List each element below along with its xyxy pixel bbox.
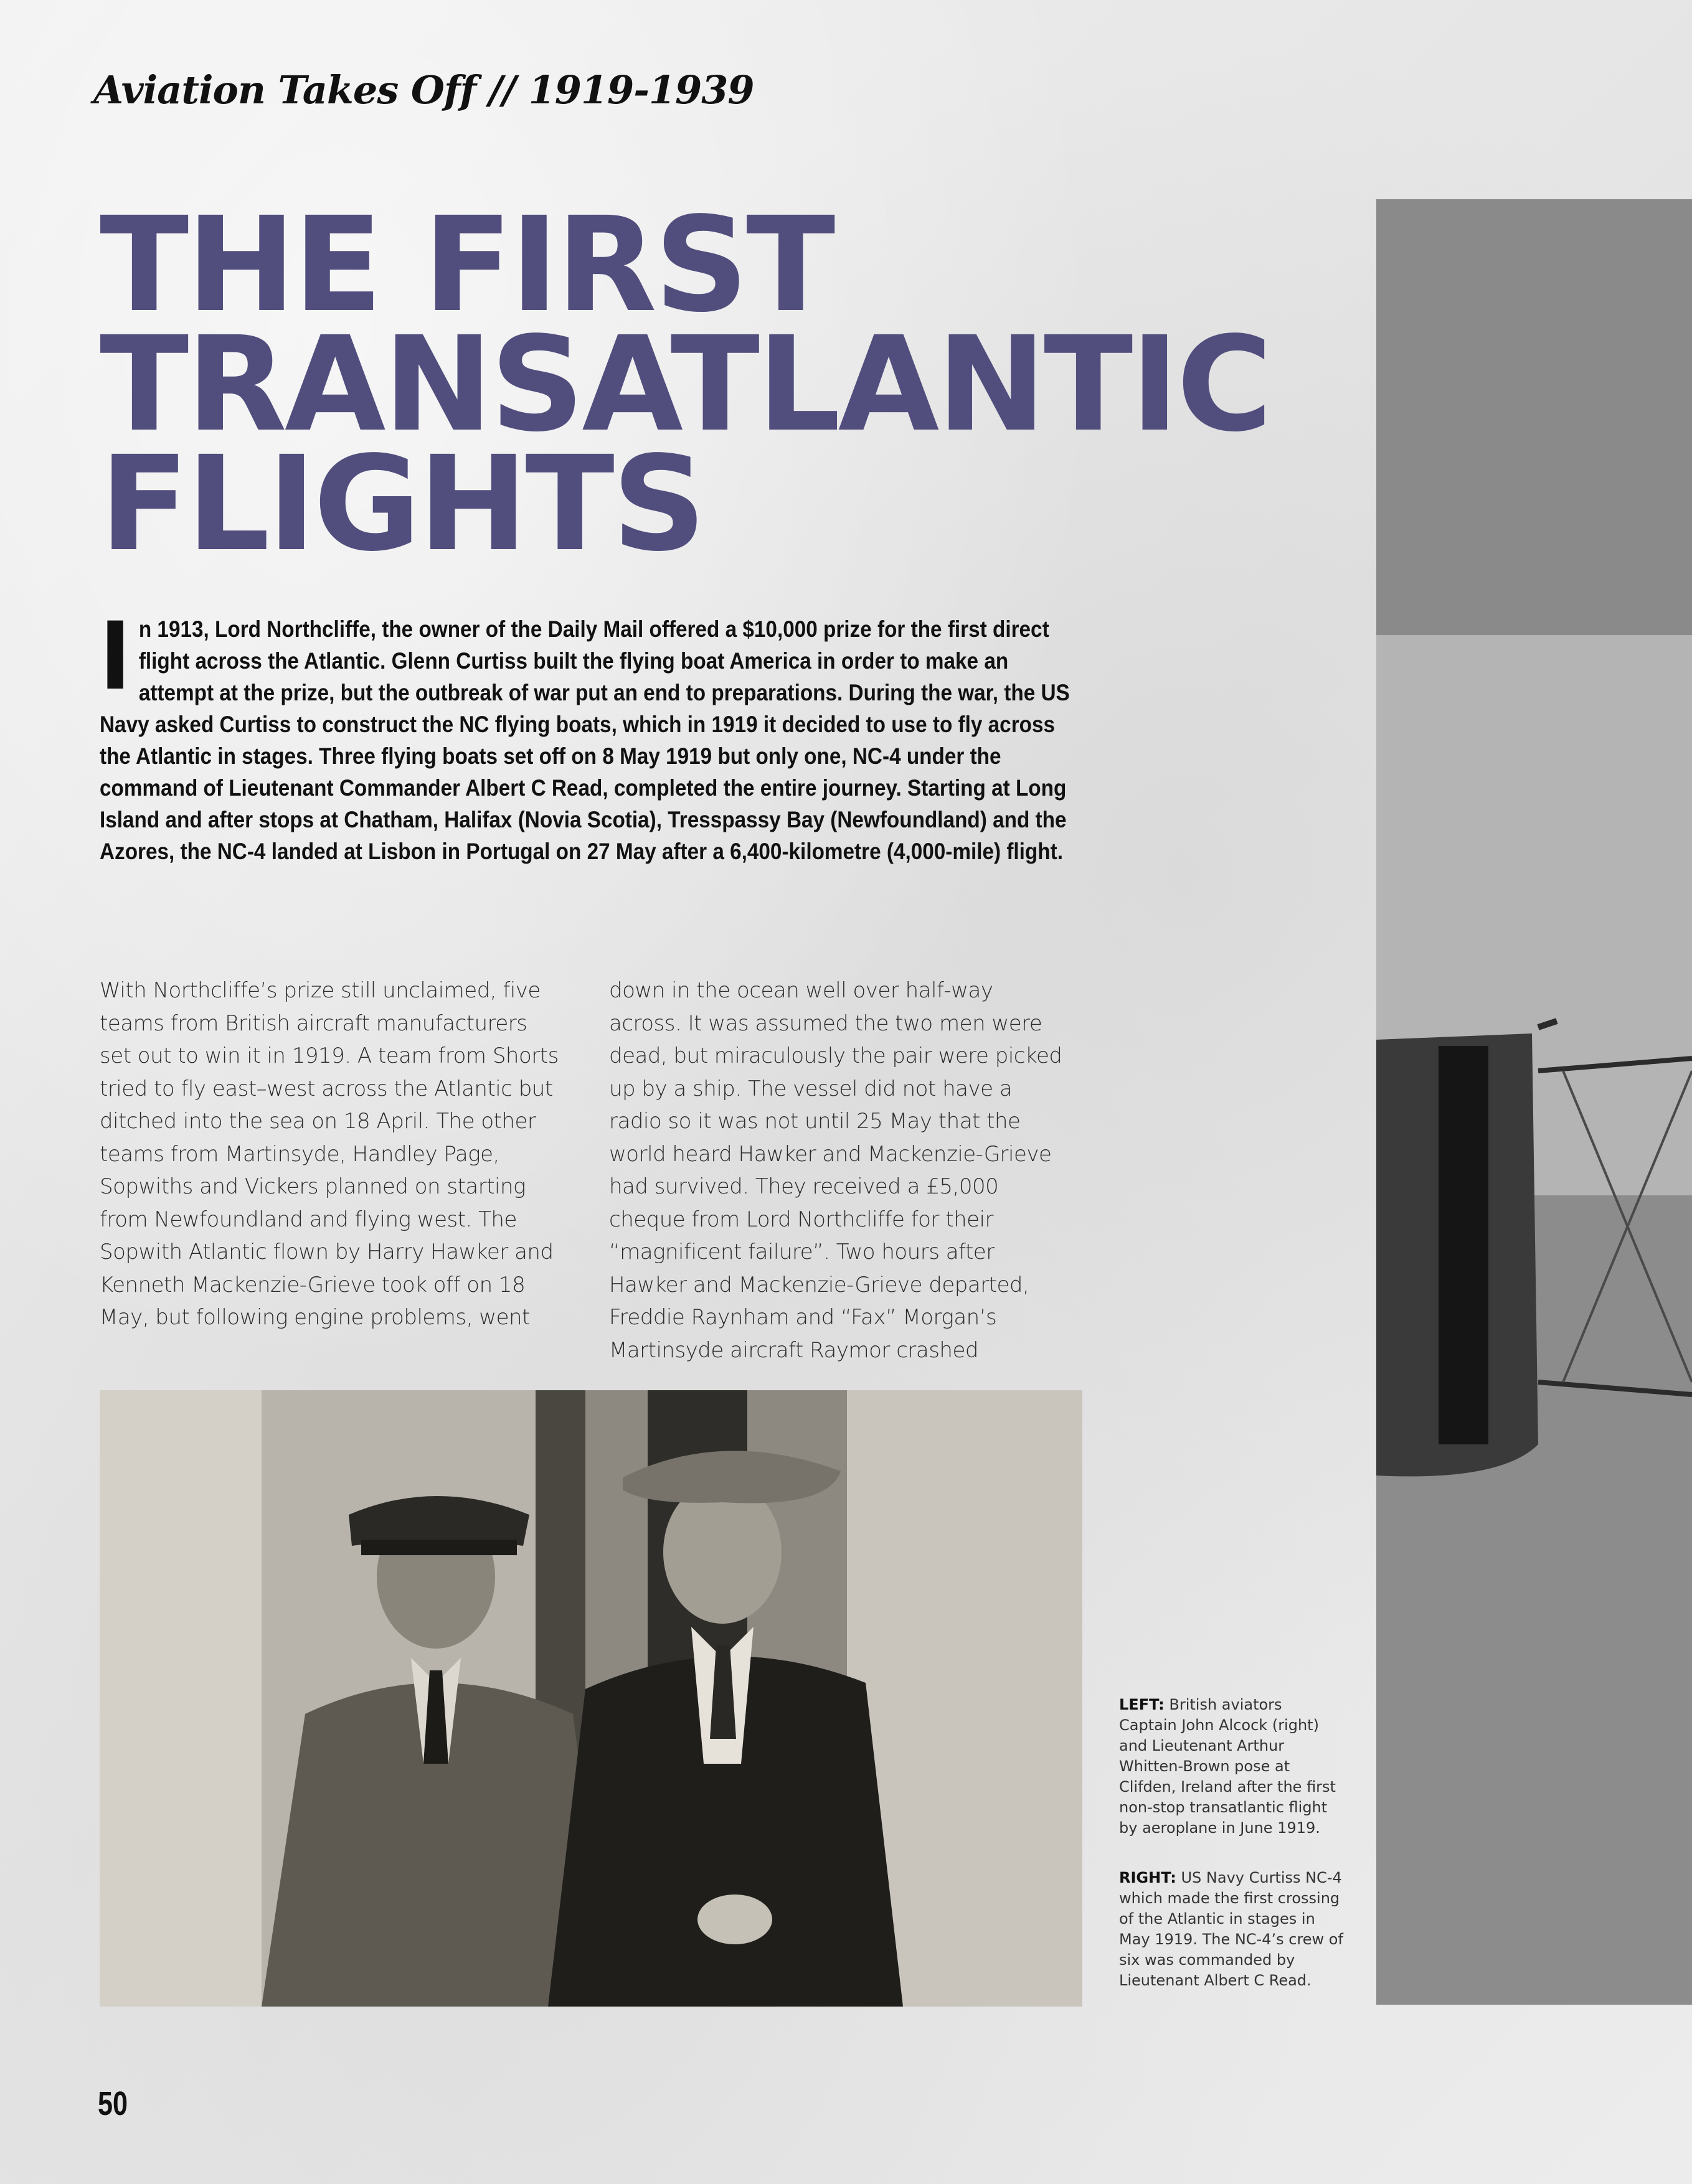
intro-paragraph <box>100 603 1077 867</box>
caption-right <box>1119 1868 1343 1991</box>
nc4-photo <box>1376 199 1692 2005</box>
drop-cap: I <box>100 603 131 711</box>
body-column-2: down in the ocean well over half-way across. It was assumed the two men were dead, but miraculously the pair were picked up by a ship. The vessel did not have a radio so it was not until 25 May that the world heard Hawker and Mackenzie-Grieve had survived. They received a £5,000 cheque from Lord Northcliffe for their “magnificent failure”. Two hours after Hawker and Mackenzie-Grieve departed, Freddie Raynham and “Fax” Morgan’s Martinsyde aircraft Raymor crashed <box>609 978 1062 1363</box>
caption-left <box>1119 1695 1343 1838</box>
aviators-photo <box>100 1390 1082 2007</box>
headline-line-1: THE FIRST <box>100 189 833 341</box>
caption-right-label: RIGHT: <box>1119 1869 1176 1886</box>
body-column-1: With Northcliffe’s prize still unclaimed, five teams from British aircraft manufacturers set out to win it in 1919. A team from Shorts tried to fly east–west across the Atlantic but ditched into the sea on 18 April. The other teams from Martinsyde, Handley Page, Sopwiths and Vickers planned on starting from Newfoundland and flying west. The Sopwith Atlantic flown by Harry Hawker and Kenneth Mackenzie-Grieve took off on 18 May, but following engine problems, went <box>100 978 559 1330</box>
headline-line-3: FLIGHTS <box>100 428 704 580</box>
headline-line-2: TRANSATLANTIC <box>100 308 1270 461</box>
caption-right-text: US Navy Curtiss NC-4 which made the first crossing of the Atlantic in stages in May 1919. The NC-4’s crew of six was commanded by Lieutenant Albert C Read. <box>1119 1869 1343 1989</box>
nc4-photo-illustration <box>1376 199 1692 2005</box>
page-number: 50 <box>98 2085 128 2122</box>
caption-left-label: LEFT: <box>1119 1696 1165 1713</box>
article-headline <box>100 189 1283 580</box>
aviators-photo-illustration <box>100 1390 1082 2007</box>
section-title: Aviation Takes Off // 1919-1939 <box>93 67 754 113</box>
caption-left-text: British aviators Captain John Alcock (right) and Lieutenant Arthur Whitten-Brown pose at Clifden, Ireland after the first non-stop transatlantic flight by aeroplane in June 1919. <box>1119 1696 1336 1837</box>
intro-text: n 1913, Lord Northcliffe, the owner of the Daily Mail offered a $10,000 prize for the first direct flight across the Atlantic. Glenn Curtiss built the flying boat America in order to make an attempt at the prize, but the outbreak of war put an end to preparations. During the war, the US Navy asked Curtiss to construct the NC flying boats, which in 1919 it decided to use to fly across the Atlantic in stages. Three flying boats set off on 8 May 1919 but only one, NC-4 under the command of Lieutenant Commander Albert C Read, completed the entire journey. Starting at Long Island and after stops at Chatham, Halifax (Novia Scotia), Tresspassy Bay (Newfoundland) and the Azores, the NC-4 landed at Lisbon in Portugal on 27 May after a 6,400-kilometre (4,000-mile) flight. <box>100 616 1070 864</box>
